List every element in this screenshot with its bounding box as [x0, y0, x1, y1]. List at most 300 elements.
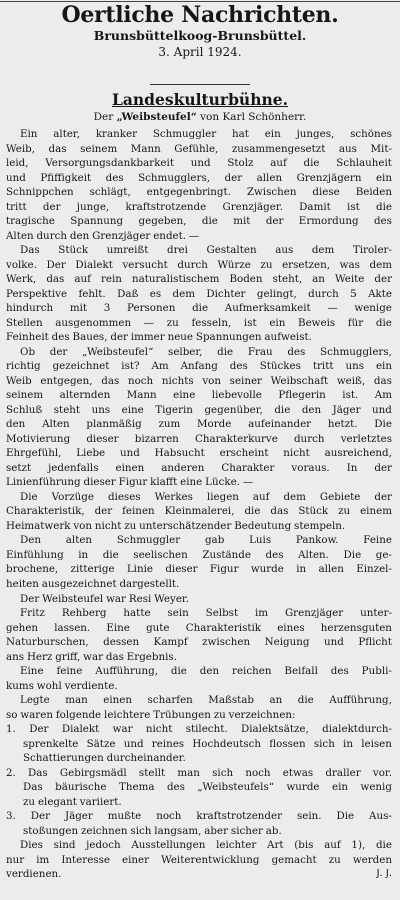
text-word: alten: [65, 534, 93, 547]
text-word: Der: [29, 723, 49, 736]
text-word: hat: [231, 128, 249, 140]
text-word: nicht: [94, 519, 122, 532]
text-word: 1.: [6, 723, 16, 736]
text-word: kraftstrotzender: [196, 810, 283, 823]
text-word: die: [375, 839, 392, 852]
text-line: [6, 853, 392, 868]
text-word: Einfühlung: [6, 548, 64, 561]
text-word: versucht: [122, 258, 168, 271]
text-word: aus: [275, 244, 294, 257]
text-word: auf: [74, 273, 91, 286]
text-word: Stellen: [6, 316, 43, 329]
text-word: und: [372, 403, 392, 416]
text-word: mit: [233, 215, 251, 228]
text-word: unter-: [360, 607, 392, 620]
text-word: durch: [177, 258, 208, 271]
text-word: zu: [166, 316, 179, 329]
text-word: Ehrgefühl,: [6, 447, 62, 460]
text-word: zu: [23, 795, 36, 808]
signature: J. J.: [376, 868, 392, 880]
text-word: der: [374, 273, 392, 286]
text-word: war: [106, 592, 126, 605]
text-word: 2.: [6, 766, 16, 779]
text-word: Vorzüge: [51, 490, 94, 503]
text-word: Gestalten: [206, 244, 257, 257]
text-word: dessen: [103, 636, 140, 649]
text-word: und: [119, 447, 140, 460]
text-word: dialektdurch-: [322, 723, 392, 736]
text-word: schlägt,: [89, 186, 131, 199]
text-word: Jäger: [64, 810, 93, 823]
text-word: nur: [6, 853, 25, 866]
text-word: fesseln,: [191, 316, 232, 329]
text-word: Stück: [298, 505, 329, 518]
text-word: hindurch: [6, 302, 54, 315]
text-word: von: [202, 374, 221, 387]
text-word: Daß: [117, 287, 139, 300]
text-word: lassen.: [54, 621, 91, 634]
text-line: [6, 461, 392, 476]
text-word: drei: [167, 244, 188, 257]
text-word: Weibsteufel: [42, 592, 104, 605]
text-word: das: [105, 650, 124, 663]
text-word: Aufmerksamkeit: [224, 302, 311, 315]
text-line: [6, 780, 392, 795]
text-word: waren: [20, 708, 53, 721]
text-word: kranker: [95, 128, 138, 140]
text-word: steht: [53, 403, 81, 416]
text-word: —: [188, 229, 200, 242]
text-word: Personen: [127, 302, 176, 315]
text-word: rein: [100, 273, 122, 286]
text-word: jedoch: [86, 839, 121, 852]
text-word: Zustände: [202, 548, 251, 561]
text-word: Stolz: [227, 157, 254, 170]
text-word: zu: [260, 258, 273, 271]
text-word: Charakter: [221, 461, 275, 474]
text-word: ein: [264, 128, 281, 140]
text-word: Baues,: [72, 331, 108, 344]
text-word: Würze: [217, 258, 251, 271]
text-word: Mit-: [370, 142, 392, 155]
text-word: „Weibsteufel“: [82, 345, 154, 358]
text-word: seinem: [6, 389, 44, 402]
text-line: [6, 722, 392, 737]
text-word: verdiente.: [64, 679, 118, 692]
text-line: [6, 606, 392, 621]
text-word: die: [201, 215, 218, 228]
byline-author: von Karl Schönherr.: [200, 111, 307, 123]
text-word: an: [269, 694, 283, 707]
text-word: Schmuggler: [116, 534, 181, 547]
text-word: Die: [20, 490, 38, 503]
text-word: stilecht.: [185, 723, 228, 736]
text-word: auf: [252, 490, 270, 503]
text-word: war: [83, 650, 104, 663]
text-word: weiß,: [336, 374, 366, 387]
text-word: steht,: [272, 273, 303, 286]
text-word: im: [36, 853, 50, 866]
text-word: kraftstrotzende: [125, 200, 207, 213]
text-word: Schmuggler: [152, 128, 217, 140]
text-word: Grenzjäger.: [222, 200, 283, 213]
text-word: Legte: [20, 694, 50, 707]
text-line: [6, 504, 392, 519]
text-line: [6, 577, 392, 592]
text-word: ausreichend,: [324, 447, 392, 460]
text-word: gute: [146, 621, 170, 634]
text-word: mußte: [107, 810, 142, 823]
text-word: Weib,: [6, 142, 35, 155]
text-word: Morde: [197, 418, 232, 431]
text-word: „Weibsteufels“: [197, 781, 274, 794]
text-word: Heimatwerk: [6, 519, 71, 532]
text-word: wurde: [286, 781, 320, 794]
text-word: Sätze: [86, 737, 116, 750]
text-word: Der: [20, 592, 40, 605]
text-word: Ob: [20, 345, 36, 358]
text-word: In: [346, 461, 358, 474]
text-line: [6, 403, 392, 418]
text-word: zeichnen: [80, 824, 128, 837]
text-word: die: [102, 548, 119, 561]
text-word: endet.: [153, 229, 187, 242]
text-word: zu: [124, 519, 137, 532]
text-word: Stück: [58, 244, 89, 257]
text-word: Beiden: [355, 186, 392, 199]
text-line: [6, 316, 392, 331]
text-word: die: [217, 345, 234, 358]
text-word: zu: [213, 708, 226, 721]
text-word: und: [123, 737, 144, 750]
text-word: dem: [369, 258, 392, 271]
text-word: gab: [204, 534, 225, 547]
text-word: Frau: [247, 345, 273, 358]
text-word: feine: [56, 665, 83, 678]
text-line: [6, 200, 392, 215]
text-word: liebevolle: [211, 389, 262, 402]
text-word: richtig: [6, 360, 41, 373]
text-word: Dialekt: [75, 258, 113, 271]
text-word: Die: [374, 418, 392, 431]
text-word: Rehberg: [61, 607, 107, 620]
text-word: Am: [374, 389, 392, 402]
text-word: ausgezeichnet: [41, 577, 117, 590]
text-word: gemacht: [271, 853, 317, 866]
text-word: das: [373, 374, 392, 387]
text-word: durcheinander.: [106, 752, 186, 765]
text-word: herzensguten: [320, 621, 392, 634]
text-word: heiten: [6, 577, 39, 590]
text-word: Charakterkurve: [194, 432, 278, 445]
locality-line: Brunsbüttelkoog-Brunsbüttel.: [93, 28, 307, 43]
text-word: Die: [336, 810, 355, 823]
text-word: reichen: [232, 665, 272, 678]
text-word: eine: [180, 476, 203, 489]
text-word: leid,: [6, 157, 29, 170]
text-word: volke.: [6, 258, 37, 271]
text-line: [6, 446, 392, 461]
text-word: seinem: [80, 142, 118, 155]
text-word: ge-: [375, 548, 392, 561]
text-word: zum: [158, 418, 181, 431]
text-line: [6, 592, 392, 607]
text-word: ausgenommen: [55, 316, 132, 329]
text-word: dem: [311, 244, 335, 257]
text-word: scharfen: [147, 694, 193, 707]
text-word: Alten: [6, 229, 34, 242]
text-word: ersetzen,: [282, 258, 331, 271]
text-word: ein: [332, 781, 349, 794]
text-line: [6, 243, 392, 258]
text-word: Gebirgsmädl: [59, 766, 127, 779]
text-word: Der: [30, 810, 51, 823]
text-word: einem: [360, 505, 392, 518]
text-word: Kleinmalerei,: [164, 505, 235, 518]
text-word: in: [296, 563, 307, 576]
text-word: Der: [46, 258, 66, 271]
text-word: uns: [91, 403, 111, 416]
text-word: die: [170, 665, 187, 678]
text-word: Spannungen: [195, 331, 262, 344]
text-word: ans: [6, 650, 25, 663]
text-line: [6, 127, 392, 142]
text-line: [6, 867, 392, 882]
text-word: Ermordung: [298, 215, 359, 228]
text-line: [6, 301, 392, 316]
text-word: nicht: [145, 723, 173, 736]
text-word: sich: [313, 737, 335, 750]
text-word: Alten: [42, 418, 70, 431]
text-word: immer: [130, 331, 165, 344]
text-word: Zwischen: [246, 186, 297, 199]
text-word: Thema: [118, 781, 155, 794]
text-word: des: [287, 345, 306, 358]
text-word: setzt: [6, 461, 32, 474]
text-word: und: [6, 171, 26, 184]
text-word: den: [6, 418, 26, 431]
text-word: erscheint: [219, 447, 269, 460]
text-word: verzeichnen:: [228, 708, 296, 721]
text-word: dargestellt.: [119, 577, 180, 590]
text-word: Ein: [20, 128, 38, 140]
text-word: dieses: [107, 490, 141, 503]
text-word: hetzt.: [327, 418, 358, 431]
text-word: voraus.: [291, 461, 330, 474]
text-word: noch: [245, 766, 271, 779]
text-word: das: [270, 505, 289, 518]
text-word: Akte: [368, 287, 392, 300]
text-word: des: [166, 781, 185, 794]
text-line: [6, 171, 392, 186]
text-word: man: [177, 766, 200, 779]
text-word: sind: [53, 839, 76, 852]
text-line: [6, 679, 392, 694]
text-word: die: [297, 694, 314, 707]
text-word: den: [69, 229, 90, 242]
text-word: ein: [269, 316, 286, 329]
text-word: gegenüber,: [204, 403, 263, 416]
text-line: [6, 432, 392, 447]
text-word: dem: [283, 490, 306, 503]
text-word: ab.: [265, 824, 282, 837]
text-word: das: [48, 142, 67, 155]
text-word: elegant: [37, 795, 77, 808]
text-word: bäurische: [55, 781, 107, 794]
text-word: Anfang: [180, 360, 218, 373]
text-word: Perspektive: [6, 287, 68, 300]
text-word: aufeinander: [248, 418, 312, 431]
text-word: wenig: [360, 781, 392, 794]
text-word: Das: [23, 781, 43, 794]
text-word: Bedeutung: [234, 519, 292, 532]
text-word: der: [374, 461, 392, 474]
text-word: leisen: [361, 737, 392, 750]
text-word: Interesse: [61, 853, 110, 866]
text-word: Pflegerin: [278, 389, 326, 402]
text-word: gezeichnet: [52, 360, 110, 373]
text-word: Figur: [118, 476, 148, 489]
text-word: noch: [127, 374, 154, 387]
text-word: Weibschaft: [270, 374, 329, 387]
separator-rule: [150, 84, 250, 85]
text-line: [6, 214, 392, 229]
text-word: aus: [338, 142, 357, 155]
text-word: durch: [36, 229, 68, 242]
text-word: mit: [69, 302, 88, 315]
text-word: zusammengesetzt: [231, 142, 326, 155]
text-word: Pankow.: [295, 534, 339, 547]
text-word: Beweis: [298, 316, 336, 329]
text-word: die: [376, 200, 392, 213]
text-word: liegen: [206, 490, 239, 503]
text-word: einen: [115, 461, 145, 474]
text-word: das: [101, 374, 120, 387]
text-line: [6, 664, 392, 679]
text-word: tritt: [6, 200, 27, 213]
text-word: ein: [375, 171, 392, 184]
text-word: bizarren: [134, 432, 179, 445]
text-word: seelischen: [133, 548, 188, 561]
text-word: Fritz: [20, 607, 45, 620]
text-word: Naturburschen,: [6, 636, 89, 649]
text-word: Liebe: [76, 447, 106, 460]
text-word: und: [323, 636, 344, 649]
text-word: Schmugglers,: [320, 345, 392, 358]
text-line: [6, 635, 392, 650]
text-word: Aufführung,: [95, 665, 158, 678]
text-word: Trübungen: [153, 708, 211, 721]
text-word: Eine: [20, 665, 44, 678]
text-line: [6, 374, 392, 389]
text-line: [6, 142, 392, 157]
text-word: zu: [338, 505, 351, 518]
text-word: vor.: [372, 766, 392, 779]
text-word: den: [199, 665, 220, 678]
text-line: [6, 693, 392, 708]
text-word: entgegen,: [40, 374, 93, 387]
play-title: „Weibsteufel“: [116, 111, 197, 123]
text-word: sicher: [230, 824, 263, 837]
text-word: gegeben,: [138, 215, 187, 228]
text-word: Das: [28, 766, 48, 779]
text-word: der: [94, 505, 113, 518]
text-word: Grenzjägern: [296, 171, 362, 184]
text-word: Schnippchen: [6, 186, 74, 199]
text-word: die: [192, 302, 209, 315]
text-word: Alten.: [298, 548, 329, 561]
text-line: [6, 229, 392, 244]
text-word: Lücke.: [205, 476, 240, 489]
text-word: Pfiffigkeit: [40, 171, 92, 184]
text-word: —: [327, 302, 338, 315]
text-word: einer: [122, 853, 150, 866]
text-line: [6, 330, 392, 345]
text-word: man: [65, 694, 88, 707]
text-word: stempeln.: [294, 519, 346, 532]
text-word: im: [255, 607, 269, 620]
text-word: stoßungen: [23, 824, 79, 837]
text-word: Pflicht: [358, 636, 392, 649]
article-body: [6, 127, 392, 882]
text-line: [6, 562, 392, 577]
text-word: der: [224, 171, 243, 184]
text-word: Damit: [299, 200, 331, 213]
text-word: Spannung: [70, 215, 124, 228]
text-word: dieser: [83, 476, 116, 489]
text-word: zu: [328, 853, 341, 866]
text-word: reines: [151, 737, 185, 750]
text-word: Den: [20, 534, 41, 547]
text-word: flossen: [269, 737, 306, 750]
text-line: [6, 809, 392, 824]
text-word: Tigerin: [155, 403, 193, 416]
text-word: Maßstab: [208, 694, 254, 707]
text-word: naturalistischem: [131, 273, 220, 286]
text-word: sich: [212, 766, 234, 779]
text-word: dem: [172, 287, 195, 300]
text-word: kums: [6, 679, 34, 692]
text-word: Grenzjäger: [284, 607, 344, 620]
text-word: Publi-: [361, 665, 392, 678]
text-word: zitterige: [70, 563, 115, 576]
text-word: Neigung: [264, 636, 310, 649]
date-line: 3. April 1924.: [158, 45, 242, 59]
text-word: war: [112, 723, 133, 736]
text-word: schönes: [350, 128, 392, 140]
text-word: eine: [121, 403, 144, 416]
text-word: Motivierung: [6, 432, 71, 445]
text-word: junges,: [296, 128, 335, 140]
text-word: fehlt.: [78, 287, 106, 300]
text-word: Charakteristik,: [6, 505, 85, 518]
text-word: Figur: [209, 563, 239, 576]
text-word: allen: [256, 171, 283, 184]
text-word: noch: [156, 810, 182, 823]
text-word: des: [265, 548, 284, 561]
text-word: der: [265, 215, 284, 228]
text-word: wenige: [354, 302, 392, 315]
text-line: [6, 519, 392, 534]
text-word: Kampf: [153, 636, 188, 649]
text-word: draller: [325, 766, 361, 779]
text-word: der: [49, 345, 68, 358]
text-line: [6, 156, 392, 171]
text-word: brochene,: [6, 563, 59, 576]
text-word: Beifall: [284, 665, 318, 678]
text-word: verdienen.: [6, 868, 62, 881]
text-word: den: [301, 403, 322, 416]
